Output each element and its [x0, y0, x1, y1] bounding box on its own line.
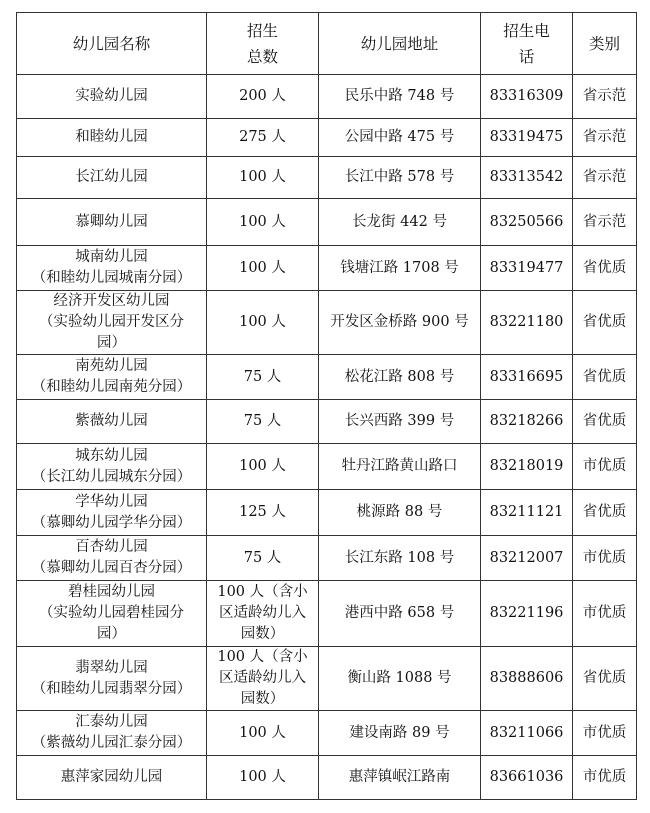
category-text: 省优质 — [582, 368, 627, 385]
table-row — [17, 647, 637, 711]
table-row — [17, 490, 637, 536]
address-cell — [319, 536, 481, 581]
count-text: 200 人 — [239, 88, 286, 104]
name-cell — [17, 157, 207, 199]
category-cell — [573, 157, 637, 199]
count-text: 100 人 — [239, 724, 286, 741]
address-text: 长江东路 108 号 — [344, 549, 455, 566]
phone-text: 83319477 — [489, 259, 564, 276]
name-text: 翡翠幼儿园 （和睦幼儿园翡翠分园） — [31, 659, 192, 697]
phone-text: 83218019 — [489, 458, 564, 474]
name-cell — [17, 536, 207, 581]
phone-cell — [481, 711, 573, 756]
phone-cell — [481, 246, 573, 291]
name-text: 南苑幼儿园 （和睦幼儿园南苑分园） — [31, 358, 192, 395]
count-text: 75 人 — [243, 368, 282, 385]
name-text: 紫薇幼儿园 — [75, 413, 148, 429]
name-text: 百杏幼儿园 （慕卿幼儿园百杏分园） — [31, 539, 192, 576]
category-text: 省示范 — [582, 213, 627, 230]
address-cell — [319, 157, 481, 199]
count-text: 100 人 — [239, 169, 286, 185]
count-text: 100 人 — [239, 769, 286, 785]
address-text: 公园中路 475 号 — [344, 129, 455, 145]
header-address — [319, 13, 481, 75]
phone-cell — [481, 647, 573, 711]
address-cell — [319, 75, 481, 119]
address-text: 牡丹江路黄山路口 — [341, 458, 458, 474]
table-row — [17, 355, 637, 400]
name-cell — [17, 400, 207, 444]
phone-text: 83211121 — [489, 504, 564, 520]
count-text: 75 人 — [243, 549, 282, 566]
name-cell — [17, 444, 207, 490]
phone-text: 83218266 — [489, 413, 564, 429]
name-text: 汇泰幼儿园 （紫薇幼儿园汇泰分园） — [31, 714, 192, 751]
category-text: 省示范 — [582, 88, 627, 104]
address-text: 长江中路 578 号 — [344, 169, 455, 185]
address-cell — [319, 199, 481, 246]
category-text: 省优质 — [582, 259, 627, 276]
address-cell — [319, 291, 481, 355]
phone-text: 83313542 — [489, 169, 564, 185]
phone-text: 83316695 — [489, 368, 564, 385]
count-cell — [207, 647, 319, 711]
header-category-text: 类别 — [588, 34, 620, 53]
category-cell — [573, 246, 637, 291]
count-cell — [207, 536, 319, 581]
count-text: 275 人 — [239, 129, 286, 145]
phone-text: 83661036 — [489, 769, 564, 785]
address-text: 钱塘江路 1708 号 — [340, 259, 459, 276]
category-cell — [573, 490, 637, 536]
category-cell — [573, 711, 637, 756]
name-text: 慕卿幼儿园 — [75, 213, 148, 230]
address-text: 民乐中路 748 号 — [344, 88, 455, 104]
address-cell — [319, 119, 481, 157]
phone-text: 83888606 — [489, 670, 564, 686]
address-text: 衡山路 1088 号 — [347, 670, 452, 686]
category-text: 市优质 — [582, 769, 627, 785]
name-cell — [17, 711, 207, 756]
category-cell — [573, 536, 637, 581]
name-cell — [17, 291, 207, 355]
phone-text: 83211066 — [489, 724, 564, 741]
address-text: 长兴西路 399 号 — [344, 413, 455, 429]
name-cell — [17, 756, 207, 800]
table-row — [17, 291, 637, 355]
address-cell — [319, 355, 481, 400]
address-text: 长龙街 442 号 — [352, 213, 447, 230]
table-row — [17, 246, 637, 291]
category-text: 省优质 — [582, 314, 627, 330]
category-text: 市优质 — [582, 458, 627, 474]
header-address-text: 幼儿园地址 — [360, 34, 439, 53]
address-text: 港西中路 658 号 — [344, 605, 455, 621]
phone-text: 83319475 — [489, 129, 564, 145]
count-cell — [207, 400, 319, 444]
count-text: 100 人 — [239, 259, 286, 276]
name-cell — [17, 355, 207, 400]
count-cell — [207, 444, 319, 490]
category-cell — [573, 756, 637, 800]
count-cell — [207, 490, 319, 536]
name-text: 城南幼儿园 （和睦幼儿园城南分园） — [31, 249, 192, 286]
category-text: 省优质 — [582, 413, 627, 429]
phone-cell — [481, 490, 573, 536]
category-text: 市优质 — [582, 605, 627, 621]
phone-text: 83316309 — [489, 88, 564, 104]
table-row — [17, 536, 637, 581]
name-text: 惠萍家园幼儿园 — [60, 769, 163, 785]
address-cell — [319, 444, 481, 490]
table-row — [17, 119, 637, 157]
phone-cell — [481, 581, 573, 647]
address-text: 开发区金桥路 900 号 — [330, 314, 469, 330]
name-text: 碧桂园幼儿园 （实验幼儿园碧桂园分 园） — [39, 584, 184, 642]
name-text: 经济开发区幼儿园 （实验幼儿园开发区分 园） — [39, 293, 184, 351]
name-text: 学华幼儿园 （慕卿幼儿园学华分园） — [31, 493, 192, 531]
count-cell — [207, 291, 319, 355]
count-text: 75 人 — [243, 413, 282, 429]
name-text: 长江幼儿园 — [75, 169, 148, 185]
address-text: 建设南路 89 号 — [349, 724, 450, 741]
phone-cell — [481, 355, 573, 400]
header-row — [17, 13, 637, 75]
phone-text: 83212007 — [489, 549, 564, 566]
category-text: 省示范 — [582, 129, 627, 145]
header-count-text: 招生 总数 — [246, 21, 278, 66]
header-name-text: 幼儿园名称 — [72, 34, 151, 53]
table-row — [17, 756, 637, 800]
count-cell — [207, 199, 319, 246]
phone-cell — [481, 157, 573, 199]
count-cell — [207, 581, 319, 647]
phone-cell — [481, 119, 573, 157]
phone-cell — [481, 291, 573, 355]
category-text: 市优质 — [582, 549, 627, 566]
header-category — [573, 13, 637, 75]
category-text: 省优质 — [582, 670, 627, 686]
name-text: 实验幼儿园 — [75, 88, 148, 104]
count-text: 100 人 — [239, 314, 286, 330]
category-cell — [573, 400, 637, 444]
category-text: 省优质 — [582, 504, 627, 520]
name-text: 和睦幼儿园 — [75, 129, 148, 145]
category-text: 市优质 — [582, 724, 627, 741]
address-cell — [319, 581, 481, 647]
address-text: 惠萍镇岷江路南 — [348, 769, 451, 785]
count-cell — [207, 756, 319, 800]
table-row — [17, 581, 637, 647]
header-name — [17, 13, 207, 75]
address-cell — [319, 711, 481, 756]
table-row — [17, 400, 637, 444]
name-cell — [17, 246, 207, 291]
address-cell — [319, 756, 481, 800]
phone-cell — [481, 400, 573, 444]
name-cell — [17, 581, 207, 647]
address-cell — [319, 490, 481, 536]
category-cell — [573, 75, 637, 119]
table-row — [17, 711, 637, 756]
header-phone-text: 招生电 话 — [503, 21, 550, 66]
table-row — [17, 444, 637, 490]
address-cell — [319, 400, 481, 444]
category-cell — [573, 119, 637, 157]
count-cell — [207, 75, 319, 119]
count-text: 100 人（含小 区适龄幼儿入 园数） — [217, 649, 308, 707]
name-cell — [17, 199, 207, 246]
count-text: 100 人（含小 区适龄幼儿入 园数） — [217, 584, 308, 642]
category-cell — [573, 291, 637, 355]
table-row — [17, 75, 637, 119]
count-cell — [207, 355, 319, 400]
phone-text: 83250566 — [489, 213, 564, 230]
count-text: 100 人 — [239, 458, 286, 474]
kindergarten-table — [16, 12, 637, 800]
phone-cell — [481, 199, 573, 246]
count-text: 125 人 — [239, 504, 286, 520]
address-text: 桃源路 88 号 — [356, 504, 443, 520]
name-cell — [17, 75, 207, 119]
table-row — [17, 199, 637, 246]
name-cell — [17, 647, 207, 711]
name-text: 城东幼儿园 （长江幼儿园城东分园） — [31, 447, 192, 485]
phone-cell — [481, 444, 573, 490]
count-cell — [207, 711, 319, 756]
header-count — [207, 13, 319, 75]
count-cell — [207, 119, 319, 157]
category-cell — [573, 355, 637, 400]
address-cell — [319, 647, 481, 711]
count-text: 100 人 — [239, 213, 286, 230]
phone-cell — [481, 756, 573, 800]
name-cell — [17, 119, 207, 157]
category-text: 省示范 — [582, 169, 627, 185]
count-cell — [207, 246, 319, 291]
address-cell — [319, 246, 481, 291]
category-cell — [573, 199, 637, 246]
count-cell — [207, 157, 319, 199]
header-phone — [481, 13, 573, 75]
category-cell — [573, 647, 637, 711]
category-cell — [573, 444, 637, 490]
category-cell — [573, 581, 637, 647]
address-text: 松花江路 808 号 — [344, 368, 455, 385]
phone-cell — [481, 75, 573, 119]
phone-text: 83221180 — [489, 314, 564, 330]
phone-text: 83221196 — [489, 605, 564, 621]
name-cell — [17, 490, 207, 536]
table-row — [17, 157, 637, 199]
phone-cell — [481, 536, 573, 581]
